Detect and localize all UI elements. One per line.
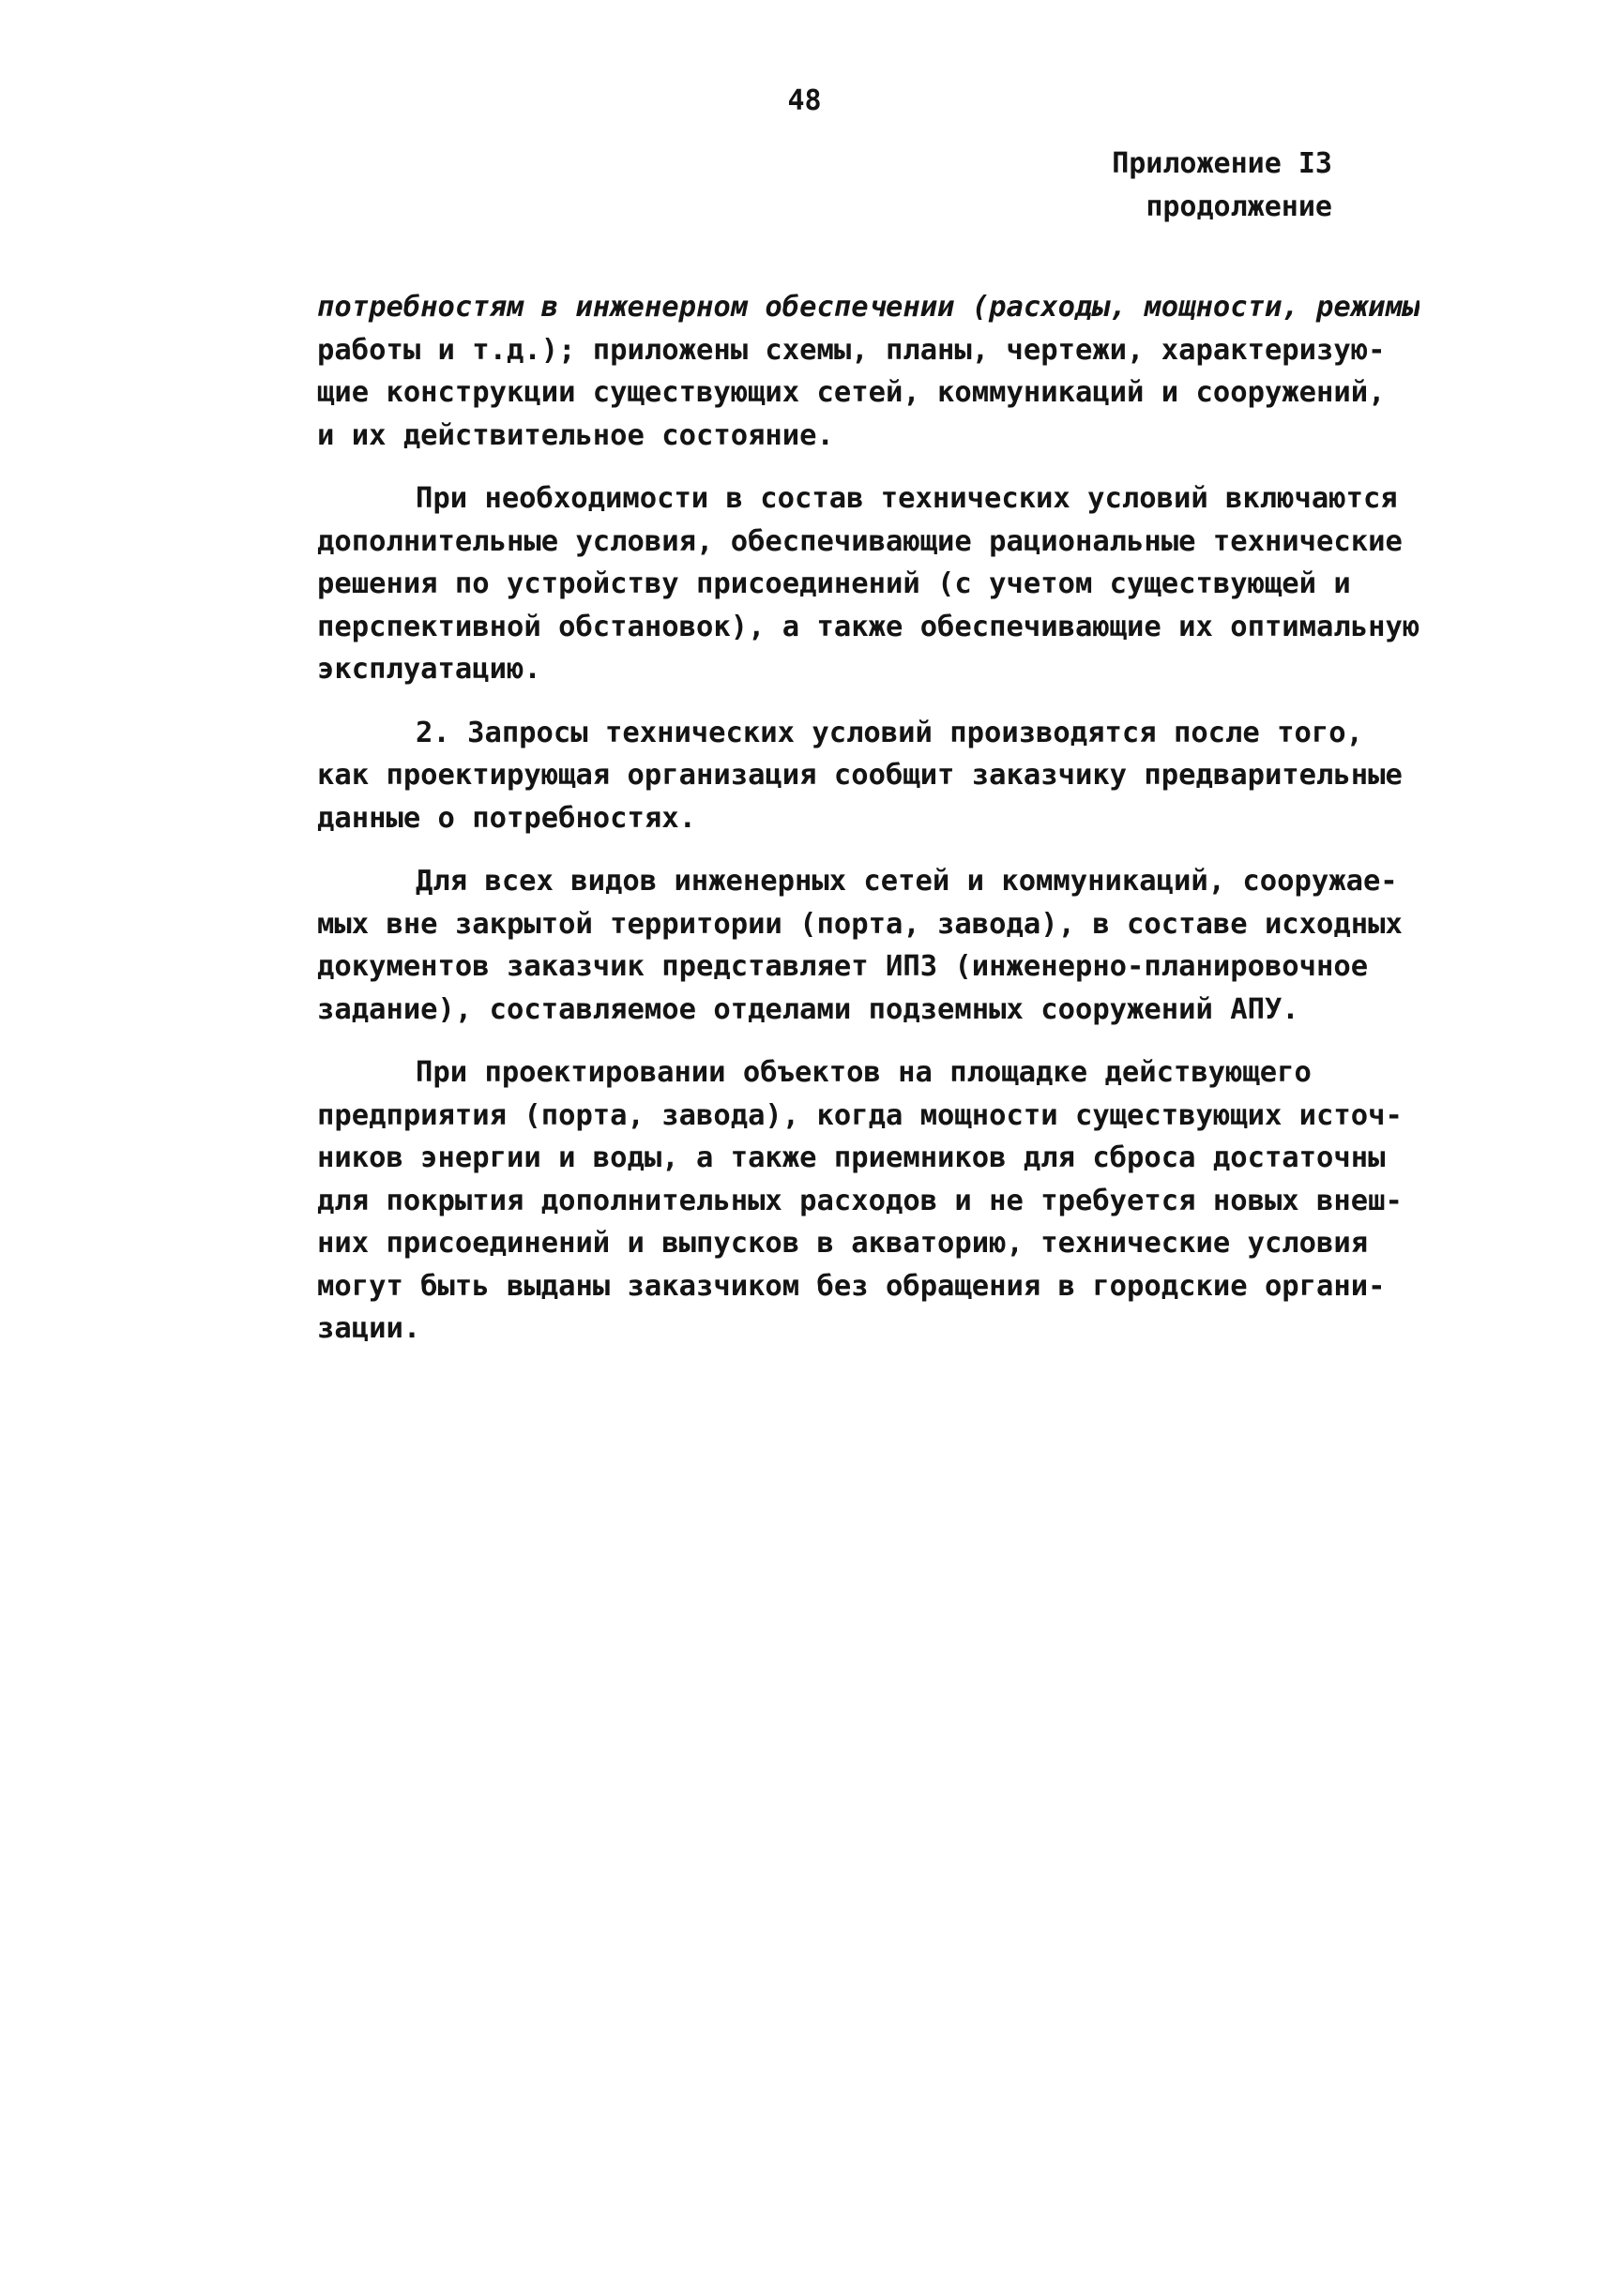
- italic-text: потребностям в инженерном обеспечении (расходы, мощности, режимы: [317, 291, 1419, 324]
- paragraph-3: [317, 712, 1419, 840]
- text-line: При необходимости в состав технических условий включаются: [416, 482, 1398, 515]
- paragraph-4: [317, 860, 1419, 1031]
- text-line: дополнительные условия, обеспечивающие рациональные технические: [317, 524, 1403, 558]
- page-number: 48: [787, 84, 822, 117]
- text-line: перспективной обстановок), а также обеспечивающие их оптимальную: [317, 610, 1419, 643]
- text-line: зации.: [317, 1312, 421, 1345]
- text-line: работы и т.д.); приложены схемы, планы, чертежи, характеризую-: [317, 333, 1386, 367]
- body-text: [317, 286, 1419, 1371]
- paragraph-2: [317, 477, 1419, 691]
- text-line: Для всех видов инженерных сетей и коммуникаций, сооружае-: [416, 865, 1398, 898]
- text-line: для покрытия дополнительных расходов и не требуется новых внеш-: [317, 1184, 1403, 1217]
- text-line: предприятия (порта, завода), когда мощности существующих источ-: [317, 1098, 1403, 1132]
- text-line: При проектировании объектов на площадке действующего: [416, 1056, 1312, 1089]
- text-line: могут быть выданы заказчиком без обращения в городские органи-: [317, 1269, 1386, 1303]
- text-line: данные о потребностях.: [317, 801, 696, 835]
- paragraph-5: [317, 1051, 1419, 1351]
- text-line: документов заказчик представляет ИПЗ (инженерно-планировочное: [317, 950, 1369, 983]
- text-line: как проектирующая организация сообщит заказчику предварительные: [317, 759, 1403, 792]
- appendix-title: Приложение I3: [1112, 147, 1332, 180]
- paragraph-1: [317, 286, 1419, 457]
- text-line: них присоединений и выпусков в акваторию, технические условия: [317, 1227, 1369, 1260]
- text-line: мых вне закрытой территории (порта, завода), в составе исходных: [317, 907, 1403, 941]
- text-line: щие конструкции существующих сетей, коммуникаций и сооружений,: [317, 376, 1386, 409]
- text-line: задание), составляемое отделами подземных сооружений АПУ.: [317, 992, 1299, 1026]
- text-line: ников энергии и воды, а также приемников для сброса достаточны: [317, 1141, 1386, 1174]
- text-line: эксплуатацию.: [317, 653, 541, 686]
- text-line: решения по устройству присоединений (с учетом существующей и: [317, 567, 1351, 600]
- text-line: 2. Запросы технических условий производятся после того,: [416, 716, 1363, 749]
- text-line: [317, 286, 1419, 329]
- text-line: и их действительное состояние.: [317, 418, 834, 452]
- appendix-header: [1032, 143, 1332, 229]
- appendix-continuation: продолжение: [1146, 190, 1332, 223]
